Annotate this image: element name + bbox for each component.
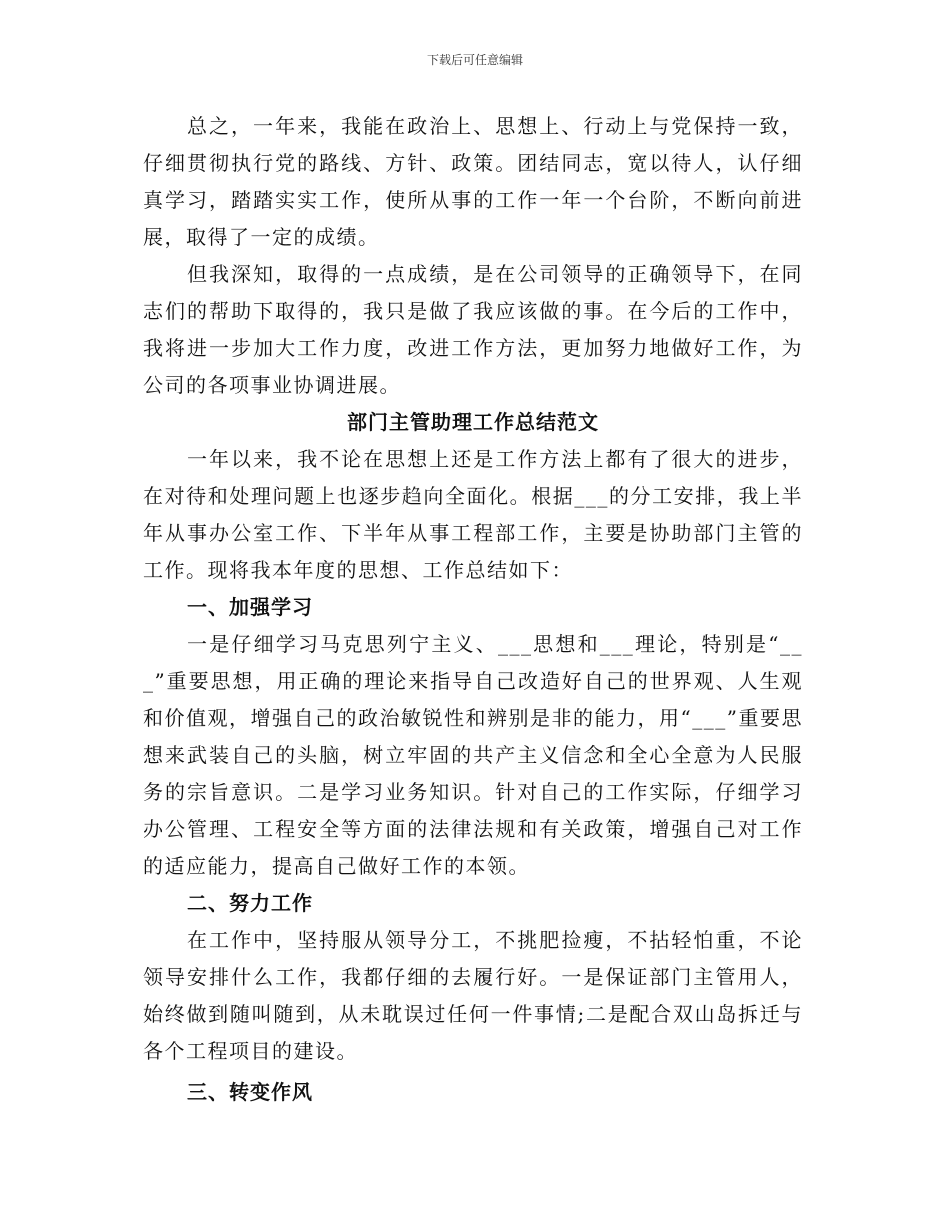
paragraph-intro: 一年以来，我不论在思想上还是工作方法上都有了很大的进步，在对待和处理问题上也逐步趋向全面化。根据___的分工安排，我上半年从事办公室工作、下半年从事工程部工作，主要是协助部门主管的工作。现将我本年度的思想、工作总结如下： [143, 447, 803, 582]
section-heading-1: 一、加强学习 [187, 595, 313, 619]
section-body-1: 一是仔细学习马克思列宁主义、___思想和___理论，特别是“___”重要思想，用正确的理论来指导自己改造好自己的世界观、人生观和价值观，增强自己的政治敏锐性和辨别是非的能力，用“___”重要思想来武装自己的头脑，树立牢固的共产主义信念和全心全意为人民服务的宗旨意识。二是学习业务知识。针对自己的工作实际，仔细学习办公管理、工程安全等方面的法律法规和有关政策，增强自己对工作的适应能力，提高自己做好工作的本领。 [143, 632, 803, 878]
document-title: 部门主管助理工作总结范文 [347, 410, 599, 434]
page-header: 下载后可任意编辑 [426, 53, 523, 67]
paragraph-summary: 总之，一年来，我能在政治上、思想上、行动上与党保持一致，仔细贯彻执行党的路线、方针、政策。团结同志，宽以待人，认仔细真学习，踏踏实实工作，使所从事的工作一年一个台阶，不断向前进展，取得了一定的成绩。 [143, 114, 803, 249]
document-body [143, 108, 803, 1111]
section-heading-2: 二、努力工作 [187, 891, 313, 915]
section-body-2: 在工作中，坚持服从领导分工，不挑肥捡瘦，不拈轻怕重，不论领导安排什么工作，我都仔细的去履行好。一是保证部门主管用人，始终做到随叫随到，从未耽误过任何一件事情;二是配合双山岛拆迁与各个工程项目的建设。 [143, 928, 803, 1063]
section-heading-3: 三、转变作风 [187, 1080, 313, 1104]
paragraph-outlook: 但我深知，取得的一点成绩，是在公司领导的正确领导下，在同志们的帮助下取得的，我只是做了我应该做的事。在今后的工作中，我将进一步加大工作力度，改进工作方法，更加努力地做好工作，为公司的各项事业协调进展。 [143, 262, 803, 397]
